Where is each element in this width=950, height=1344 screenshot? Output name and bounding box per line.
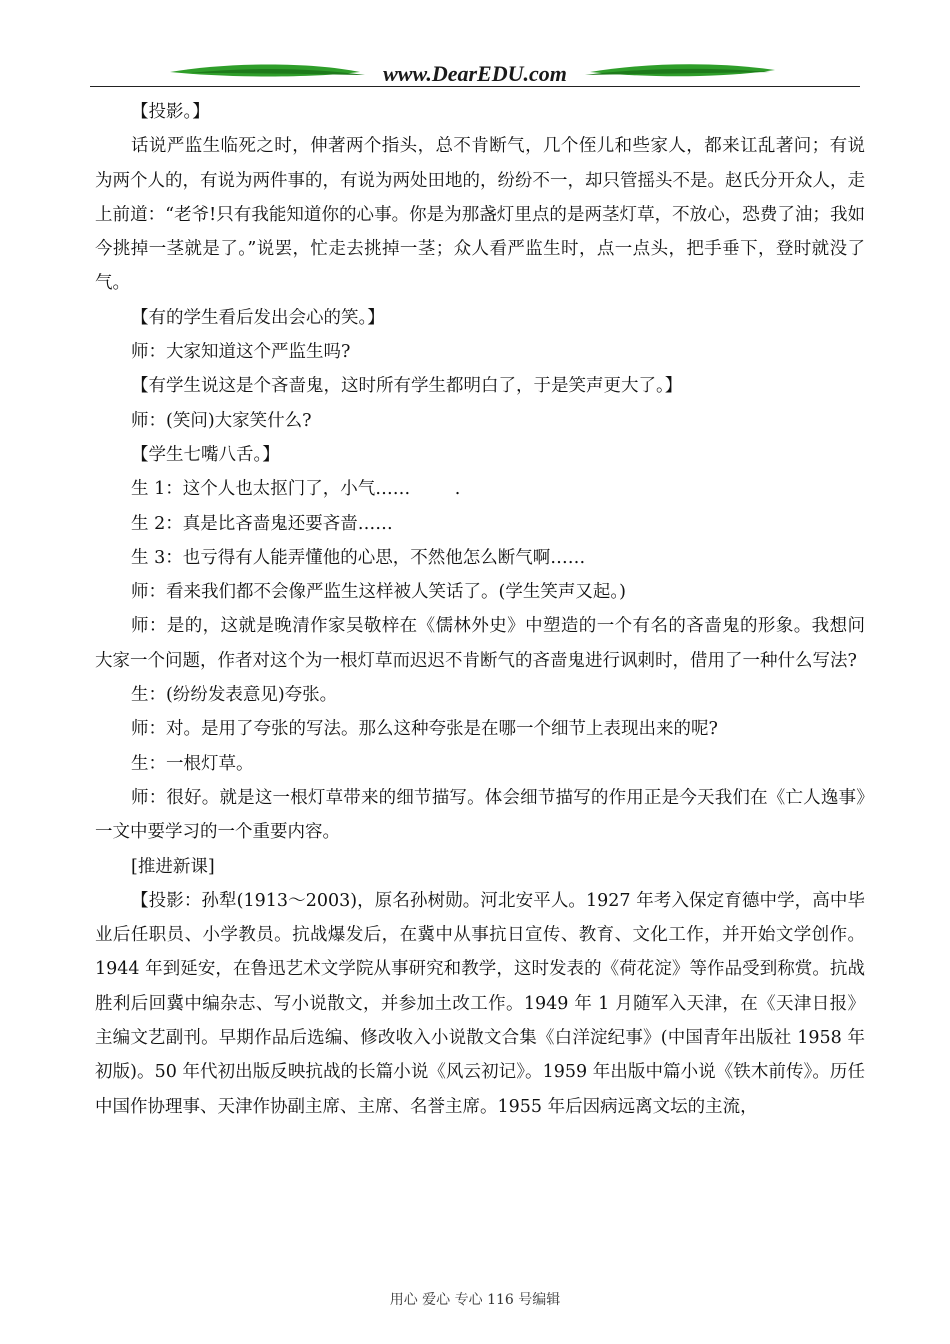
document-body <box>95 95 865 1124</box>
page-footer: 用心 爱心 专心 116 号编辑 <box>389 1292 561 1308</box>
paragraph: 师：大家知道这个严监生吗? <box>131 342 351 363</box>
paragraph: 师：很好。就是这一根灯草带来的细节描写。体会细节描写的作用正是今天我们在《亡人逸事》一文中要学习的一个重要内容。 <box>95 787 865 843</box>
paragraph: 师：对。是用了夸张的写法。那么这种夸张是在哪一个细节上表现出来的呢? <box>131 719 718 740</box>
paragraph: 生 2：真是比吝啬鬼还要吝啬…… <box>131 513 393 534</box>
site-url: www.DearEDU.com <box>383 61 567 86</box>
paragraph: 【有学生说这是个吝啬鬼，这时所有学生都明白了，于是笑声更大了。】 <box>131 376 683 397</box>
paragraph: 师：(笑问)大家笑什么? <box>131 410 312 431</box>
section-heading: [推进新课] <box>131 856 215 877</box>
paragraph: 师：看来我们都不会像严监生这样被人笑话了。(学生笑声又起。) <box>131 582 626 603</box>
paragraph: 【学生七嘴八舌。】 <box>131 444 280 465</box>
paragraph: 生 1：这个人也太抠门了，小气…… . <box>131 479 461 500</box>
paragraph: 师：是的，这就是晚清作家吴敬梓在《儒林外史》中塑造的一个有名的吝啬鬼的形象。我想问大家一个问题，作者对这个为一根灯草而迟迟不肯断气的吝啬鬼进行讽刺时，借用了一种什么写法? <box>95 616 865 671</box>
paragraph: 生 3：也亏得有人能弄懂他的心思，不然他怎么断气啊…… <box>131 547 586 568</box>
header-rule <box>90 86 860 87</box>
paragraph: 【投影。】 <box>131 102 210 122</box>
paragraph: 【投影：孙犁(1913～2003)，原名孙树勋。河北安平人。1927 年考入保定育德中学，高中毕业后任职员、小学教员。抗战爆发后，在冀中从事抗日宣传、教育、文化工作，并开始文学创作。1944 年到延安，在鲁迅艺术文学院从事研究和教学，这时发表的《荷花淀》等作品受到称赏。抗战胜利后回冀中编杂志、写小说散文，并参加土改工作。1949 年 1 月随军入天津，在《天津日报》主编文艺副刊。早期作品后选编、修改收入小说散文合集《白洋淀纪事》(中国青年出版社 1958 年初版)。50 年代初出版反映抗战的长篇小说《风云初记》。1959 年出版中篇小说《铁木前传》。历任中国作协理事、天津作协副主席、主席、名誉主席。1955 年后因病远离文坛的主流， <box>95 890 865 1117</box>
paragraph: 【有的学生看后发出会心的笑。】 <box>131 307 385 328</box>
paragraph: 生：(纷纷发表意见)夸张。 <box>131 685 338 706</box>
paragraph: 生：一根灯草。 <box>131 753 254 774</box>
paragraph: 话说严监生临死之时，伸著两个指头，总不肯断气，几个侄儿和些家人，都来讧乱著问；有说为两个人的，有说为两件事的，有说为两处田地的，纷纷不一，却只管摇头不是。赵氏分开众人，走上前道：“老爷!只有我能知道你的心事。你是为那盏灯里点的是两茎灯草，不放心，恐费了油；我如今挑掉一茎就是了。”说罢，忙走去挑掉一茎；众人看严监生时，点一点头，把手垂下，登时就没了气。 <box>95 136 865 294</box>
